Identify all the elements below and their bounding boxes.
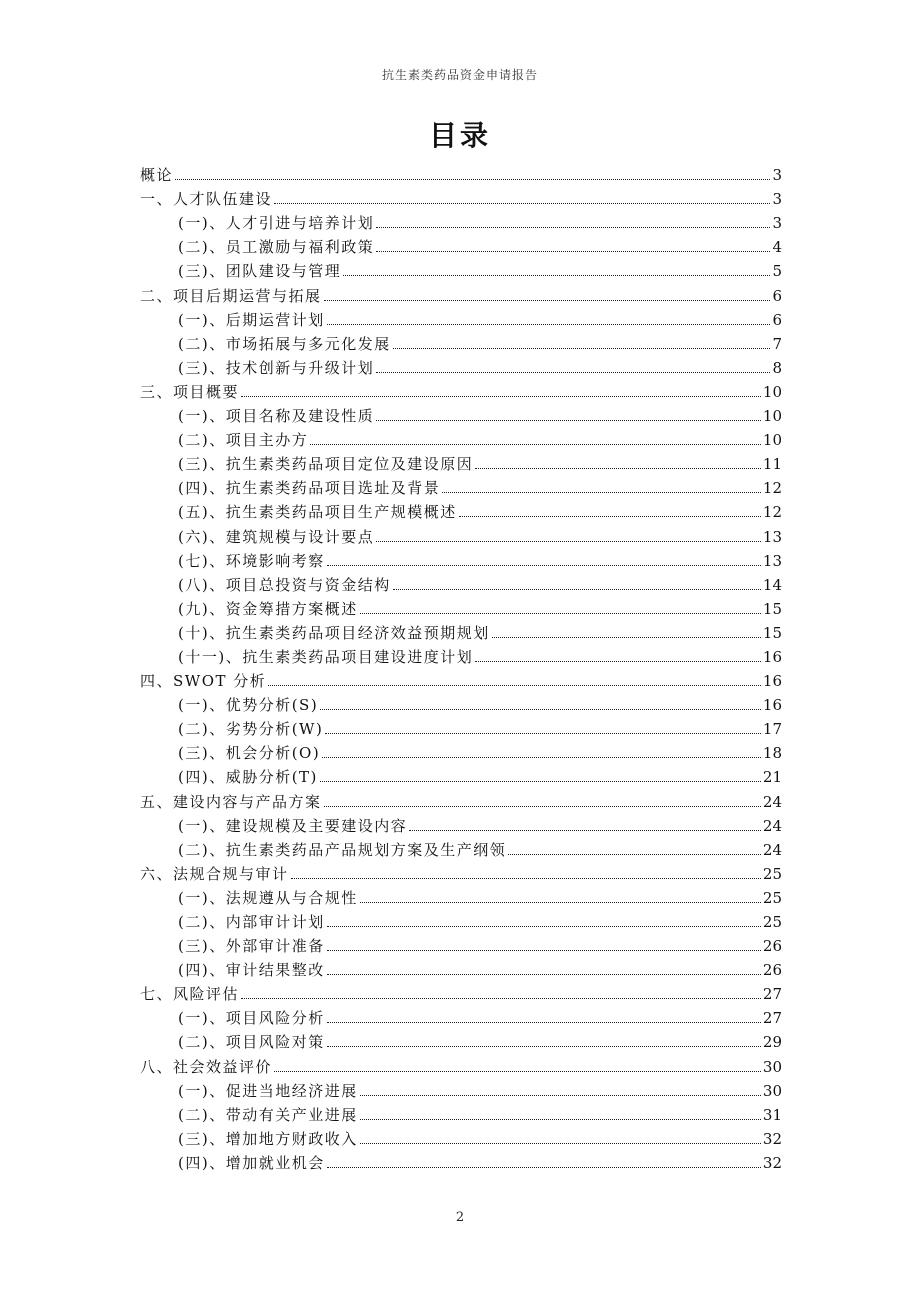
toc-dot-leader [175,179,770,180]
toc-entry-title: 八、社会效益评价 [140,1057,273,1076]
toc-entry-page-number: 18 [762,744,782,763]
toc-chapter-entry[interactable] [140,980,782,1004]
toc-dot-leader [241,998,761,999]
toc-entry-page-number: 25 [762,864,782,883]
toc-entry-title: (二)、市场拓展与多元化发展 [178,334,391,353]
toc-entry-page-number: 32 [762,1153,782,1172]
toc-entry-title: (二)、员工激励与福利政策 [178,238,375,257]
toc-section-entry[interactable] [140,402,782,426]
toc-entry-title: (十)、抗生素类药品项目经济效益预期规划 [178,623,490,642]
toc-dot-leader [360,902,761,903]
toc-entry-title: (三)、抗生素类药品项目定位及建设原因 [178,455,474,474]
toc-dot-leader [327,565,761,566]
toc-entry-title: (七)、环境影响考察 [178,551,325,570]
toc-entry-page-number: 25 [762,913,782,931]
toc-section-entry[interactable] [140,595,782,619]
toc-dot-leader [322,757,761,758]
toc-entry-title: (一)、优势分析(S) [178,696,319,715]
toc-entry-page-number: 29 [762,1033,782,1052]
toc-dot-leader [324,806,761,807]
toc-entry-title: (六)、建筑规模与设计要点 [178,527,375,546]
toc-section-entry[interactable] [140,932,782,956]
toc-entry-title: (二)、劣势分析(W) [178,720,324,739]
toc-entry-title: (三)、外部审计准备 [178,937,325,956]
toc-dot-leader [327,974,761,975]
toc-entry-page-number: 12 [762,479,782,498]
toc-section-entry[interactable] [140,763,782,787]
toc-chapter-entry[interactable] [140,787,782,811]
toc-entry-page-number: 25 [762,888,782,907]
toc-entry-page-number: 11 [762,455,782,474]
toc-section-entry[interactable] [140,1125,782,1149]
toc-dot-leader [376,420,761,421]
toc-entry-page-number: 10 [762,431,782,450]
toc-entry-page-number: 21 [762,768,782,787]
toc-entry-title: (四)、抗生素类药品项目选址及背景 [178,479,441,498]
toc-entry-page-number: 16 [762,672,782,691]
toc-section-entry[interactable] [140,498,782,522]
toc-dot-leader [360,613,761,614]
toc-section-entry[interactable] [140,908,782,932]
toc-entry-page-number: 24 [762,840,782,859]
toc-section-entry[interactable] [140,836,782,860]
toc-dot-leader [327,1167,761,1168]
toc-section-entry[interactable] [140,739,782,763]
toc-entry-title: 二、项目后期运营与拓展 [140,286,322,305]
toc-dot-leader [393,348,771,349]
toc-entry-page-number: 27 [762,1009,782,1028]
toc-dot-leader [360,1095,761,1096]
toc-section-entry[interactable] [140,330,782,354]
toc-entry-title: (三)、增加地方财政收入 [178,1129,358,1148]
toc-dot-leader [274,1071,761,1072]
toc-dot-leader [393,589,761,590]
toc-entry-page-number: 31 [762,1105,782,1124]
toc-entry-title: (一)、项目风险分析 [178,1009,325,1028]
toc-dot-leader [409,830,761,831]
toc-entry-title: 一、人才队伍建设 [140,190,273,209]
toc-entry-title: (一)、后期运营计划 [178,310,325,329]
toc-entry-title: 三、项目概要 [140,382,240,401]
toc-entry-title: (十一)、抗生素类药品项目建设进度计划 [178,647,474,666]
toc-entry-title: (一)、项目名称及建设性质 [178,407,375,426]
toc-section-entry[interactable] [140,257,782,281]
toc-section-entry[interactable] [140,474,782,498]
toc-dot-leader [475,661,761,662]
toc-entry-page-number: 30 [762,1057,782,1076]
toc-section-entry[interactable] [140,691,782,715]
toc-entry-title: (三)、机会分析(O) [178,744,321,763]
toc-section-entry[interactable] [140,571,782,595]
toc-dot-leader [360,1119,761,1120]
toc-entry-page-number: 26 [762,961,782,980]
toc-section-entry[interactable] [140,233,782,257]
toc-entry-title: (一)、法规遵从与合规性 [178,888,358,907]
toc-entry-title: (五)、抗生素类药品项目生产规模概述 [178,503,457,522]
toc-section-entry[interactable] [140,522,782,546]
toc-entry-title: 概论 [140,166,174,185]
toc-entry-title: 六、法规合规与审计 [140,864,289,883]
toc-section-entry[interactable] [140,1101,782,1125]
toc-section-entry[interactable] [140,354,782,378]
toc-dot-leader [268,685,761,686]
toc-entry-title: (二)、抗生素类药品产品规划方案及生产纲领 [178,840,507,859]
toc-entry-title: 七、风险评估 [140,985,240,1004]
toc-entry-page-number: 8 [772,358,782,377]
toc-section-entry[interactable] [140,715,782,739]
toc-entry-title: (二)、项目主办方 [178,431,309,450]
toc-dot-leader [492,637,761,638]
toc-entry-title: (一)、人才引进与培养计划 [178,214,375,233]
toc-section-entry[interactable] [140,209,782,233]
toc-entry-page-number: 12 [762,503,782,522]
toc-chapter-entry[interactable] [140,378,782,402]
toc-entry-page-number: 3 [772,214,782,233]
toc-entry-page-number: 16 [762,647,782,666]
toc-entry-page-number: 26 [762,937,782,956]
toc-entry-page-number: 14 [762,575,782,594]
toc-entry-page-number: 24 [762,792,782,811]
toc-dot-leader [324,300,771,301]
toc-entry-title: (二)、内部审计计划 [178,913,325,931]
toc-chapter-entry[interactable] [140,161,782,185]
toc-dot-leader [327,324,771,325]
toc-entry-page-number: 27 [762,985,782,1004]
toc-chapter-entry[interactable] [140,860,782,884]
toc-entry-page-number: 13 [762,551,782,570]
toc-entry-title: (三)、团队建设与管理 [178,262,342,281]
toc-entry-page-number: 13 [762,527,782,546]
toc-section-entry[interactable] [140,426,782,450]
toc-section-entry[interactable] [140,956,782,980]
toc-entry-page-number: 6 [772,310,782,329]
toc-dot-leader [508,854,761,855]
toc-dot-leader [376,541,761,542]
toc-section-entry[interactable] [140,1077,782,1101]
toc-entry-page-number: 24 [762,816,782,835]
toc-entry-page-number: 32 [762,1129,782,1148]
toc-entry-page-number: 5 [772,262,782,281]
toc-section-entry[interactable] [140,450,782,474]
toc-dot-leader [241,396,761,397]
toc-dot-leader [310,444,761,445]
toc-dot-leader [442,492,761,493]
toc-entry-page-number: 30 [762,1081,782,1100]
toc-entry-page-number: 10 [762,407,782,426]
toc-dot-leader [360,1143,761,1144]
toc-dot-leader [376,251,770,252]
toc-title: 目录 [428,119,491,152]
toc-section-entry[interactable] [140,306,782,330]
toc-entry-title: (一)、促进当地经济进展 [178,1081,358,1100]
toc-dot-leader [325,733,761,734]
toc-chapter-entry[interactable] [140,667,782,691]
toc-dot-leader [327,950,761,951]
toc-entry-page-number: 6 [772,286,782,305]
toc-section-entry[interactable] [140,1004,782,1028]
toc-entry-page-number: 4 [772,238,782,257]
toc-dot-leader [343,275,770,276]
toc-entry-page-number: 17 [762,720,782,739]
toc-section-entry[interactable] [140,619,782,643]
toc-dot-leader [475,468,761,469]
toc-entry-title: (三)、技术创新与升级计划 [178,358,375,377]
toc-entry-page-number: 3 [772,190,782,209]
toc-dot-leader [320,709,761,710]
toc-entry-page-number: 7 [772,334,782,353]
toc-entry-title: (二)、带动有关产业进展 [178,1105,358,1124]
toc-entry-title: (一)、建设规模及主要建设内容 [178,816,408,835]
toc-dot-leader [327,1022,761,1023]
toc-entry-title: (四)、增加就业机会 [178,1153,325,1172]
toc-section-entry[interactable] [140,812,782,836]
toc-chapter-entry[interactable] [140,281,782,305]
toc-dot-leader [459,516,761,517]
toc-entry-page-number: 15 [762,623,782,642]
toc-entry-title: (二)、项目风险对策 [178,1033,325,1052]
toc-section-entry[interactable] [140,643,782,667]
page-number: 2 [455,1210,465,1225]
toc-dot-leader [376,372,770,373]
toc-dot-leader [327,926,761,927]
toc-section-entry[interactable] [140,1028,782,1052]
toc-section-entry[interactable] [140,547,782,571]
toc-dot-leader [291,878,761,879]
toc-dot-leader [320,781,761,782]
toc-entry-title: (四)、审计结果整改 [178,961,325,980]
toc-chapter-entry[interactable] [140,185,782,209]
toc-entry-page-number: 3 [772,166,782,185]
toc-entry-title: 五、建设内容与产品方案 [140,792,322,811]
table-of-contents [140,161,782,1173]
toc-entry-page-number: 15 [762,599,782,618]
toc-entry-title: (九)、资金筹措方案概述 [178,599,358,618]
toc-section-entry[interactable] [140,884,782,908]
running-header: 抗生素类药品资金申请报告 [381,68,538,82]
toc-dot-leader [376,227,770,228]
toc-entry-title: (四)、威胁分析(T) [178,768,318,787]
toc-section-entry[interactable] [140,1149,782,1173]
toc-entry-page-number: 16 [762,696,782,715]
toc-entry-title: 四、SWOT 分析 [140,672,267,691]
toc-entry-page-number: 10 [762,382,782,401]
toc-chapter-entry[interactable] [140,1052,782,1076]
toc-dot-leader [327,1046,761,1047]
toc-dot-leader [274,203,770,204]
toc-entry-title: (八)、项目总投资与资金结构 [178,575,391,594]
